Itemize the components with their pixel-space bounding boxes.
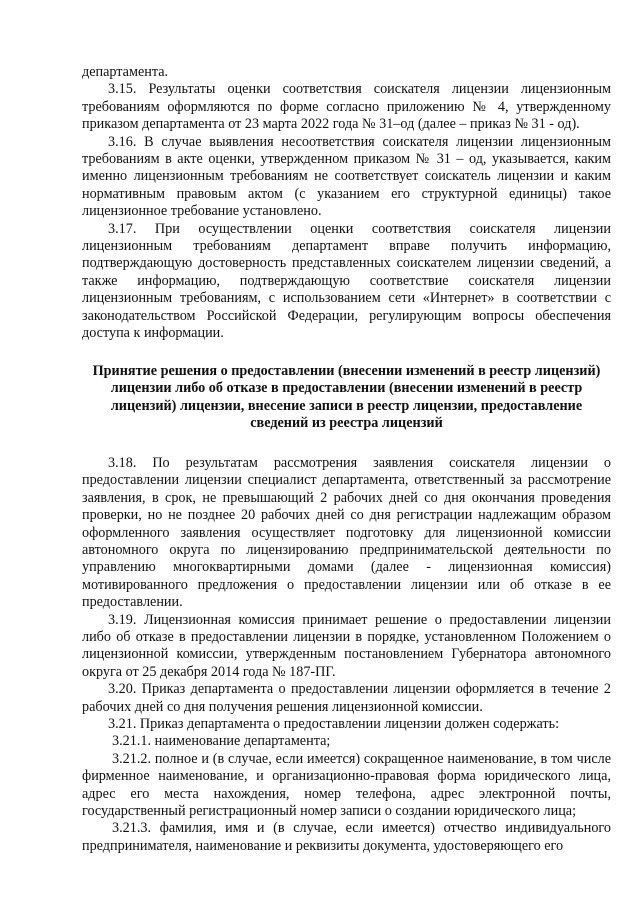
- paragraph-3-15: 3.15. Результаты оценки соответствия соискателя лицензии лицензионным требованиям оформляются по форме согласно приложению № 4, утвержденному приказом департамента от 23 марта 2022 года № 31–од (далее – приказ № 31 - од).: [82, 81, 611, 133]
- paragraph-continuation: департамента.: [82, 64, 169, 80]
- paragraph-3-19: 3.19. Лицензионная комиссия принимает решение о предоставлении лицензии либо об отказе в предоставлении лицензии в порядке, установленном Положением о лицензионной комиссии, утвержденным постановлением Губернатора автономного округа от 25 декабря 2014 года № 187-ПГ.: [82, 611, 611, 680]
- paragraph-3-21-1: 3.21.1. наименование департамента;: [112, 733, 331, 750]
- paragraph-3-21: 3.21. Приказ департамента о предоставлении лицензии должен содержать:: [108, 715, 560, 732]
- paragraph-3-17: 3.17. При осуществлении оценки соответствия соискателя лицензии лицензионным требованиям департамент вправе получить информацию, подтверждающую достоверность представленных соискателем лицензии сведений, а также информацию, подтверждающую соответствие соискателя лицензии лицензионным требованиям, с использованием сети «Интернет» в соответствии с законодательством Российской Федерации, регулирующим вопросы обеспечения доступа к информации.: [82, 220, 611, 342]
- paragraph-3-21-3: 3.21.3. фамилия, имя и (в случае, если имеется) отчество индивидуального предпринимателя, наименование и реквизиты документа, удостоверяющего его: [82, 820, 611, 854]
- paragraph-3-21-2: 3.21.2. полное и (в случае, если имеется) сокращенное наименование, в том числе фирменное наименование, и организационно-правовая форма юридического лица, адрес его места нахождения, номер телефона, адрес электронной почты, государственный регистрационный номер записи о создании юридического лица;: [82, 750, 611, 819]
- paragraph-3-16: 3.16. В случае выявления несоответствия соискателя лицензии лицензионным требованиям в акте оценки, утвержденном приказом № 31 – од, указывается, каким именно лицензионным требованиям не соответствует соискатель лицензии и каким нормативным правовым актом (с указанием его структурной единицы) такое лицензионное требование установлено.: [82, 133, 611, 220]
- section-heading: Принятие решения о предоставлении (внесении изменений в реестр лицензий) лицензии либо об отказе в предоставлении (внесении изменений в реестр лицензий) лицензии, внесение записи в реестр лицензии, предоставление сведений из реестра лицензий: [92, 362, 601, 432]
- paragraph-3-18: 3.18. По результатам рассмотрения заявления соискателя лицензии о предоставлении лицензии специалист департамента, ответственный за рассмотрение заявления, в срок, не превышающий 2 рабочих дней со дня окончания проведения проверки, но не позднее 20 рабочих дней со дня регистрации надлежащим образом оформленного заявления осуществляет подготовку для лицензионной комиссии автономного округа по лицензированию предпринимательской деятельности по управлению многоквартирными домами (далее - лицензионная комиссия) мотивированного предложения о предоставлении лицензии или об отказе в ее предоставлении.: [82, 454, 611, 611]
- paragraph-3-20: 3.20. Приказ департамента о предоставлении лицензии оформляется в течение 2 рабочих дней со дня получения решения лицензионной комиссии.: [82, 681, 611, 715]
